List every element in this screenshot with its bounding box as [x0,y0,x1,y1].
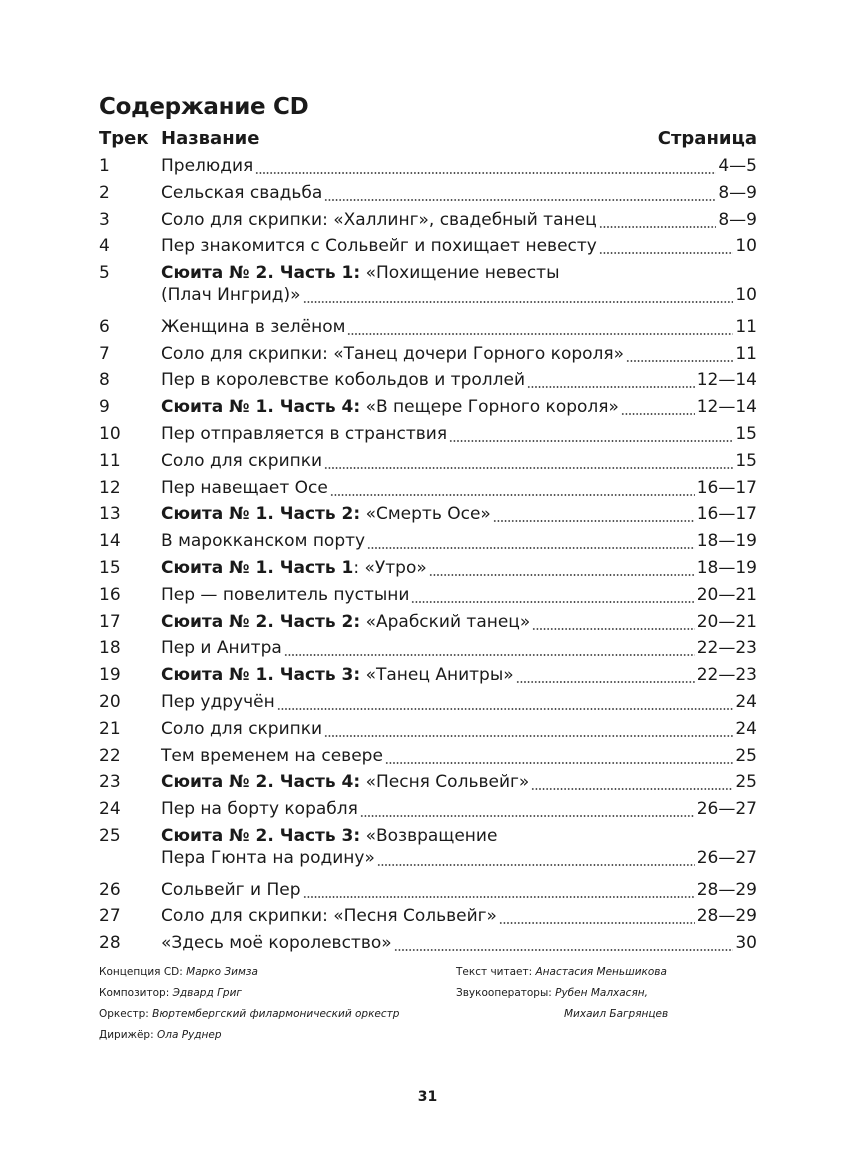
track-row [99,477,757,504]
track-title-part2: Пера Гюнта на родину» [161,847,375,868]
track-line [161,503,757,525]
track-suite-label: Сюита № 2. Часть 1: [161,263,361,284]
credits-right [456,962,668,1025]
track-name: «Арабский танец» [360,611,531,632]
track-page: 22—23 [696,638,757,659]
track-number: 5 [99,263,110,284]
track-name: Пер отправляется в странствия [161,423,448,444]
track-row [99,932,757,959]
track-page: 24 [735,691,757,712]
track-number: 24 [99,799,121,820]
track-row [99,691,757,718]
track-number: 26 [99,879,121,900]
track-name: Пер знакомится с Сольвейг и похищает невесту [161,236,597,257]
track-page: 11 [735,316,757,337]
dot-leader [367,546,695,552]
track-number: 6 [99,316,110,337]
dot-leader [385,761,733,767]
track-name: В марокканском порту [161,531,366,552]
dot-leader [347,332,733,338]
track-page: 8—9 [718,182,757,203]
track-page: 4—5 [718,156,757,176]
track-title [161,503,491,525]
track-title [161,530,365,552]
track-title [161,691,275,713]
track-row [99,209,757,236]
track-row [99,771,757,798]
track-line [161,396,757,418]
dot-leader [531,787,733,793]
track-line [161,369,757,391]
track-page: 25 [735,745,757,766]
track-row [99,155,757,182]
toc-header [99,128,757,152]
track-name: Сельская свадьба [161,182,323,203]
credit-sound-cont: Михаил Багрянцев [564,1008,669,1020]
track-page: 15 [735,450,757,471]
track-title [161,637,282,659]
track-suite-label: Сюита № 2. Часть 2: [161,611,361,632]
track-name: Пер удручён [161,691,275,712]
track-number: 13 [99,504,121,525]
credit-composer: Композитор: Эдвард Григ [99,987,242,999]
track-page: 10 [735,236,757,257]
track-title [161,718,322,740]
track-line [161,611,757,633]
track-line [161,477,757,499]
track-number: 3 [99,209,110,230]
track-title [161,477,328,499]
track-suite-label: Сюита № 1. Часть 4: [161,397,361,418]
track-number: 28 [99,933,121,954]
track-name: Сольвейг и Пер [161,879,301,900]
track-line [161,879,757,901]
track-row [99,262,757,316]
track-name: Пер — повелитель пустыни [161,584,410,605]
track-line [161,557,757,579]
track-page: 8—9 [718,209,757,230]
track-number: 14 [99,531,121,552]
track-page: 15 [735,423,757,444]
track-line [161,718,757,740]
dot-leader [377,863,695,869]
track-line [161,637,757,659]
track-number: 20 [99,691,121,712]
track-name: Соло для скрипки: «Песня Сольвейг» [161,906,497,927]
credit-reader: Текст читает: Анастасия Меньшикова [456,966,667,978]
track-page: 26—27 [696,799,757,820]
dot-leader [303,895,695,901]
credit-conductor: Дирижёр: Ола Руднер [99,1029,222,1041]
credit-concept: Концепция CD: Марко Зимза [99,966,258,978]
track-title [161,369,525,391]
track-page: 24 [735,718,757,739]
dot-leader [527,385,695,391]
track-line [161,530,757,552]
track-row [99,664,757,691]
track-row [99,557,757,584]
track-name: Пер в королевстве кобольдов и троллей [161,370,525,391]
track-line [161,664,757,686]
credit-sound: Звукооператоры: Рубен Малхасян, [456,987,648,999]
credit-orchestra: Оркестр: Вюртембергский филармонический оркестр [99,1008,400,1020]
dot-leader [499,921,695,927]
dot-leader [621,412,695,418]
track-title-line1 [161,262,757,284]
track-number: 9 [99,397,110,418]
track-name: Соло для скрипки: «Танец дочери Горного короля» [161,343,625,364]
track-line [161,235,757,257]
track-line [161,847,757,869]
track-number: 21 [99,718,121,739]
track-line [161,745,757,767]
track-line [161,182,757,204]
track-name: Соло для скрипки [161,450,323,471]
track-name: Пер на борту корабля [161,799,358,820]
track-title [161,343,624,365]
track-number: 8 [99,370,110,391]
track-row [99,343,757,370]
header-page: Страница [657,128,757,149]
track-name: «Танец Анитры» [360,665,514,686]
track-number: 4 [99,236,110,257]
header-track: Трек [99,128,149,149]
track-suite-label: Сюита № 2. Часть 3: [161,825,361,846]
track-page: 11 [735,343,757,364]
credits-left [99,962,399,1046]
track-row [99,423,757,450]
track-title [161,182,322,204]
track-number: 11 [99,450,121,471]
track-row [99,396,757,423]
track-page: 12—14 [696,370,757,391]
track-number: 22 [99,745,121,766]
dot-leader [429,573,695,579]
track-title [161,235,597,257]
track-number: 17 [99,611,121,632]
track-line [161,691,757,713]
track-row [99,450,757,477]
track-number: 16 [99,584,121,605]
track-title [161,209,597,231]
dot-leader [255,171,716,177]
track-title-line1 [161,825,757,847]
track-title [161,155,253,177]
dot-leader [277,707,734,713]
track-line [161,450,757,472]
track-page: 28—29 [696,879,757,900]
track-page: 20—21 [696,584,757,605]
dot-leader [303,300,734,306]
track-number: 19 [99,665,121,686]
track-line [161,343,757,365]
track-title [161,771,529,793]
track-name: Пер навещает Осе [161,477,328,498]
track-page: 30 [735,933,757,954]
track-line [161,771,757,793]
dot-leader [599,225,717,231]
track-name: Тем временем на севере [161,745,383,766]
track-page: 16—17 [696,504,757,525]
dot-leader [449,439,733,445]
track-title-part1: «Похищение невесты [360,263,560,284]
track-line [161,155,757,177]
track-page: 22—23 [696,665,757,686]
track-page: 10 [735,285,757,306]
track-name: Прелюдия [161,156,254,176]
track-name: Соло для скрипки: «Халлинг», свадебный танец [161,209,597,230]
track-number: 23 [99,772,121,793]
track-line [161,209,757,231]
dot-leader [394,948,734,954]
track-number: 7 [99,343,110,364]
track-suite-label: Сюита № 1. Часть 3: [161,665,361,686]
track-title-part1: «Возвращение [360,825,498,846]
track-row [99,316,757,343]
track-title [161,611,530,633]
track-name: «В пещере Горного короля» [360,397,619,418]
track-page: 28—29 [696,906,757,927]
track-name: Пер и Анитра [161,638,282,659]
track-name: «Песня Сольвейг» [360,772,530,793]
track-row [99,718,757,745]
track-row [99,879,757,906]
dot-leader [532,627,694,633]
track-page: 18—19 [696,531,757,552]
dot-leader [493,519,695,525]
track-row [99,825,757,879]
track-row [99,182,757,209]
track-suite-label: Сюита № 1. Часть 2: [161,504,361,525]
dot-leader [411,600,694,606]
track-row [99,745,757,772]
track-number: 15 [99,557,121,578]
dot-leader [324,466,733,472]
dot-leader [626,359,733,365]
track-row [99,235,757,262]
track-line [161,284,757,306]
track-row [99,369,757,396]
track-page: 16—17 [696,477,757,498]
track-name: «Смерть Осе» [360,504,491,525]
track-name: : «Утро» [353,557,427,578]
track-title [161,745,383,767]
track-line [161,423,757,445]
track-number: 1 [99,156,110,176]
track-number: 25 [99,825,121,846]
track-row [99,530,757,557]
track-number: 10 [99,423,121,444]
track-number: 12 [99,477,121,498]
track-line [161,316,757,338]
dot-leader [330,493,695,499]
track-title-part2: (Плач Ингрид)» [161,285,301,306]
track-number: 27 [99,906,121,927]
track-line [161,798,757,820]
track-title [161,450,322,472]
track-page: 12—14 [696,397,757,418]
track-title [161,905,497,927]
track-title [161,664,514,686]
track-row [99,611,757,638]
track-line [161,932,757,954]
track-title [161,316,345,338]
track-suite-label: Сюита № 2. Часть 4: [161,772,361,793]
page-number: 31 [417,1089,438,1105]
track-row [99,584,757,611]
track-title [161,879,301,901]
toc-list [99,155,757,959]
track-number: 18 [99,638,121,659]
track-row [99,798,757,825]
dot-leader [516,680,695,686]
header-name: Название [161,128,260,149]
dot-leader [324,734,733,740]
track-suite-label: Сюита № 1. Часть 1 [161,557,354,578]
track-row [99,637,757,664]
track-row [99,503,757,530]
dot-leader [360,814,695,820]
track-name: «Здесь моё королевство» [161,933,392,954]
dot-leader [284,653,695,659]
track-page: 26—27 [696,847,757,868]
track-name: Женщина в зелёном [161,316,346,337]
track-page: 20—21 [696,611,757,632]
track-title [161,396,619,418]
track-page: 25 [735,772,757,793]
track-title [161,423,447,445]
track-number: 2 [99,182,110,203]
page-title: Содержание CD [99,94,309,120]
track-title [161,557,427,579]
track-title [161,932,392,954]
track-title [161,798,358,820]
track-line [161,584,757,606]
track-row [99,905,757,932]
track-line [161,905,757,927]
track-page: 18—19 [696,557,757,578]
track-name: Соло для скрипки [161,718,323,739]
dot-leader [599,251,734,257]
dot-leader [324,198,716,204]
track-title [161,584,409,606]
